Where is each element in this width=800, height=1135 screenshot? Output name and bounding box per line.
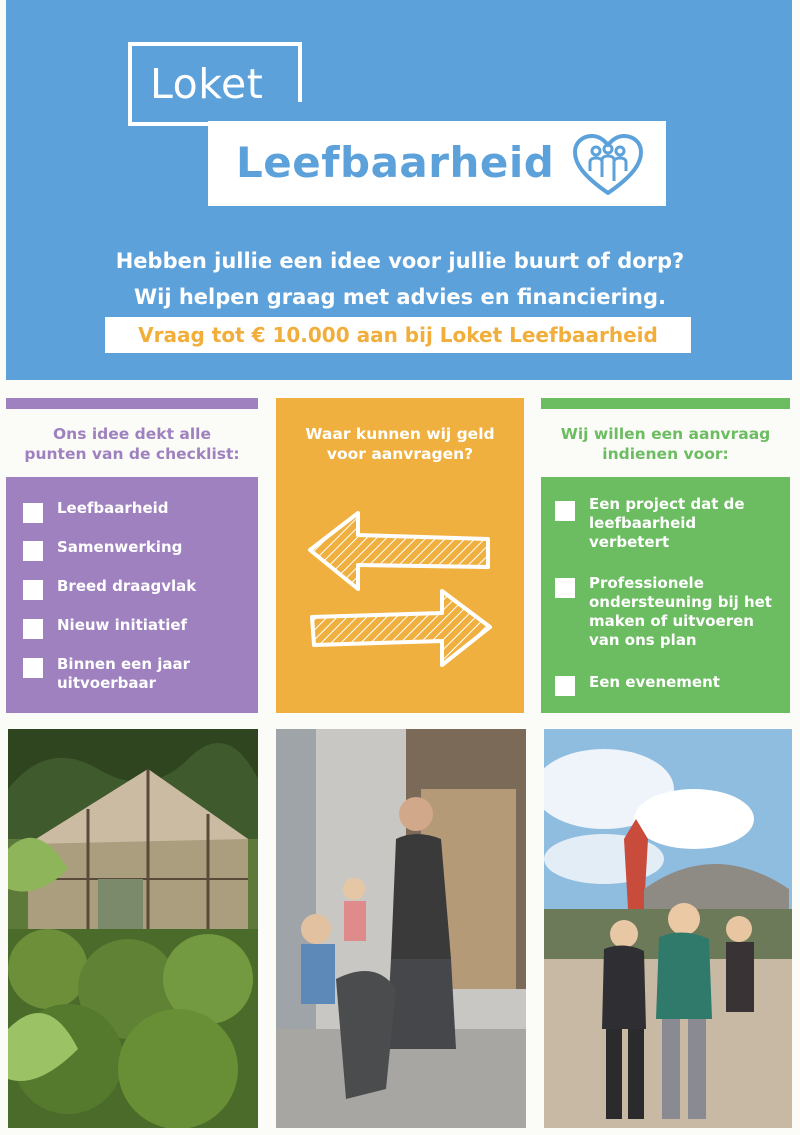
checklist-item-3: Breed draagvlak <box>57 577 197 595</box>
checklist-heading-line1: Ons idee dekt alle <box>53 425 211 443</box>
apply-top-bar <box>541 398 790 409</box>
checkbox-samenwerking[interactable] <box>23 541 43 561</box>
apply-item-1-line1: Een project dat de <box>589 495 745 513</box>
checklist-heading <box>6 424 258 464</box>
checklist-panel <box>6 477 258 713</box>
tagline-offer: Wij helpen graag met advies en financiering. <box>133 285 667 309</box>
checklist-item-1: Leefbaarheid <box>57 499 169 517</box>
checklist-top-bar <box>6 398 258 409</box>
checkbox-project[interactable] <box>555 501 575 521</box>
checklist-heading-line2: punten van de checklist: <box>24 445 240 463</box>
checklist-item-5-line1: Binnen een jaar <box>57 655 191 673</box>
apply-item-2 <box>589 574 772 650</box>
apply-heading-line1: Wij willen een aanvraag <box>560 425 771 443</box>
checklist-item-2: Samenwerking <box>57 538 183 556</box>
checkbox-breed-draagvlak[interactable] <box>23 580 43 600</box>
checklist-item-5-line2: uitvoerbaar <box>57 674 157 692</box>
checklist-item-5 <box>57 655 190 693</box>
heart-people-icon <box>572 133 644 197</box>
checkbox-binnen-een-jaar[interactable] <box>23 658 43 678</box>
middle-heading-line2: voor aanvragen? <box>326 445 474 463</box>
middle-heading <box>276 424 524 464</box>
apply-item-2-line4: van ons plan <box>589 631 697 649</box>
apply-heading <box>541 424 790 464</box>
checklist-item-4: Nieuw initiatief <box>57 616 188 634</box>
exchange-arrows-icon <box>300 505 500 675</box>
apply-item-1-line2: leefbaarheid <box>589 514 697 532</box>
apply-item-2-line3: maken of uitvoeren <box>589 612 754 630</box>
photo-greenhouse <box>8 729 258 1128</box>
logo-text-loket: Loket <box>150 60 264 108</box>
photo-festival <box>544 729 792 1128</box>
apply-item-1 <box>589 495 745 552</box>
apply-panel <box>541 477 790 713</box>
tagline-question: Hebben jullie een idee voor jullie buurt of dorp? <box>115 249 685 273</box>
middle-heading-line1: Waar kunnen wij geld <box>305 425 495 443</box>
apply-heading-line2: indienen voor: <box>602 445 729 463</box>
apply-item-1-line3: verbetert <box>589 533 670 551</box>
logo-text-leefbaarheid: Leefbaarheid <box>236 138 555 187</box>
checkbox-nieuw-initiatief[interactable] <box>23 619 43 639</box>
apply-item-2-line2: ondersteuning bij het <box>589 593 772 611</box>
apply-item-2-line1: Professionele <box>589 574 704 592</box>
checkbox-evenement[interactable] <box>555 676 575 696</box>
photo-workshop <box>276 729 526 1128</box>
cta-banner: Vraag tot € 10.000 aan bij Loket Leefbaarheid <box>105 317 691 353</box>
checkbox-ondersteuning[interactable] <box>555 578 575 598</box>
apply-item-3: Een evenement <box>589 673 720 691</box>
checkbox-leefbaarheid[interactable] <box>23 503 43 523</box>
